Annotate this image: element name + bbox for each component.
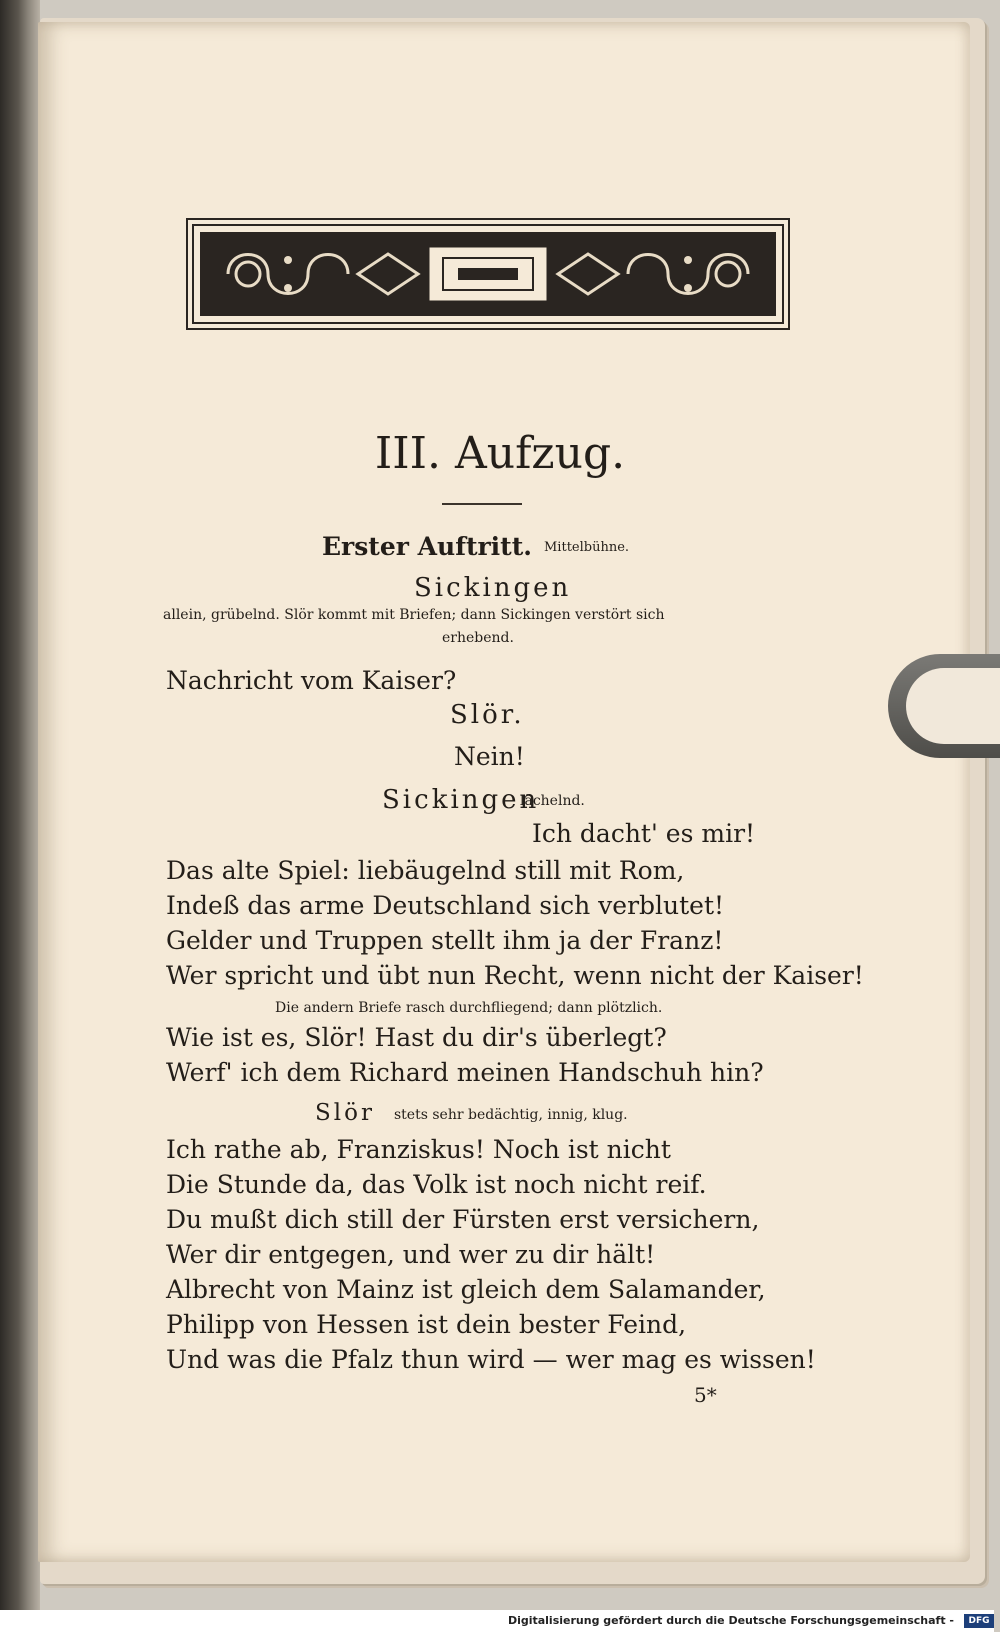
- verse-line: Indeß das arme Deutschland sich verblutet!: [166, 891, 725, 920]
- decorative-headpiece: [186, 218, 790, 330]
- verse-line: Philipp von Hessen ist dein bester Feind,: [166, 1310, 687, 1339]
- speaker-sickingen: Sickingen: [382, 785, 540, 815]
- speaker-sickingen: Sickingen: [414, 573, 572, 603]
- dfg-logo: DFG: [964, 1614, 994, 1628]
- page-clip-tab-inner: [906, 668, 1000, 744]
- verse-line: Wie ist es, Slör! Hast du dir's überlegt?: [166, 1023, 667, 1052]
- stage-direction: allein, grübelnd. Slör kommt mit Briefen; dann Sickingen verstört sich: [163, 607, 665, 623]
- act-title: III. Aufzug.: [374, 428, 626, 479]
- stage-direction: stets sehr bedächtig, innig, klug.: [394, 1107, 628, 1123]
- verse-line: Wer dir entgegen, und wer zu dir hält!: [166, 1240, 656, 1269]
- speaker-sloer: Slör.: [450, 700, 525, 730]
- verse-line: Und was die Pfalz thun wird — wer mag es wissen!: [166, 1345, 816, 1374]
- verse-line: Das alte Spiel: liebäugelnd still mit Rom,: [166, 856, 685, 885]
- verse-line: Wer spricht und übt nun Recht, wenn nicht der Kaiser!: [166, 961, 864, 990]
- verse-line: Albrecht von Mainz ist gleich dem Salamander,: [166, 1275, 766, 1304]
- verse-line: Nein!: [454, 742, 525, 771]
- verse-line: Ich dacht' es mir!: [532, 819, 756, 848]
- scene-title: Erster Auftritt.: [322, 532, 532, 561]
- verse-line: Du mußt dich still der Fürsten erst versichern,: [166, 1205, 760, 1234]
- book-binding: [0, 0, 40, 1632]
- ornament-graphic: [188, 220, 788, 328]
- signature-mark: 5*: [694, 1383, 717, 1407]
- verse-line: Nachricht vom Kaiser?: [166, 666, 457, 695]
- scene-location: Mittelbühne.: [544, 540, 630, 555]
- speaker-sloer: Slör: [315, 1100, 375, 1126]
- title-rule: [442, 503, 522, 505]
- verse-line: Werf' ich dem Richard meinen Handschuh hin?: [166, 1058, 764, 1087]
- stage-direction: lächelnd.: [520, 793, 585, 809]
- verse-line: Die Stunde da, das Volk ist noch nicht reif.: [166, 1170, 707, 1199]
- digitization-credit: Digitalisierung gefördert durch die Deutsche Forschungsgemeinschaft -: [0, 1610, 994, 1632]
- stage-direction: Die andern Briefe rasch durchfliegend; dann plötzlich.: [275, 1000, 663, 1016]
- stage-direction: erhebend.: [442, 630, 514, 646]
- verse-line: Ich rathe ab, Franziskus! Noch ist nicht: [166, 1135, 671, 1164]
- verse-line: Gelder und Truppen stellt ihm ja der Franz!: [166, 926, 724, 955]
